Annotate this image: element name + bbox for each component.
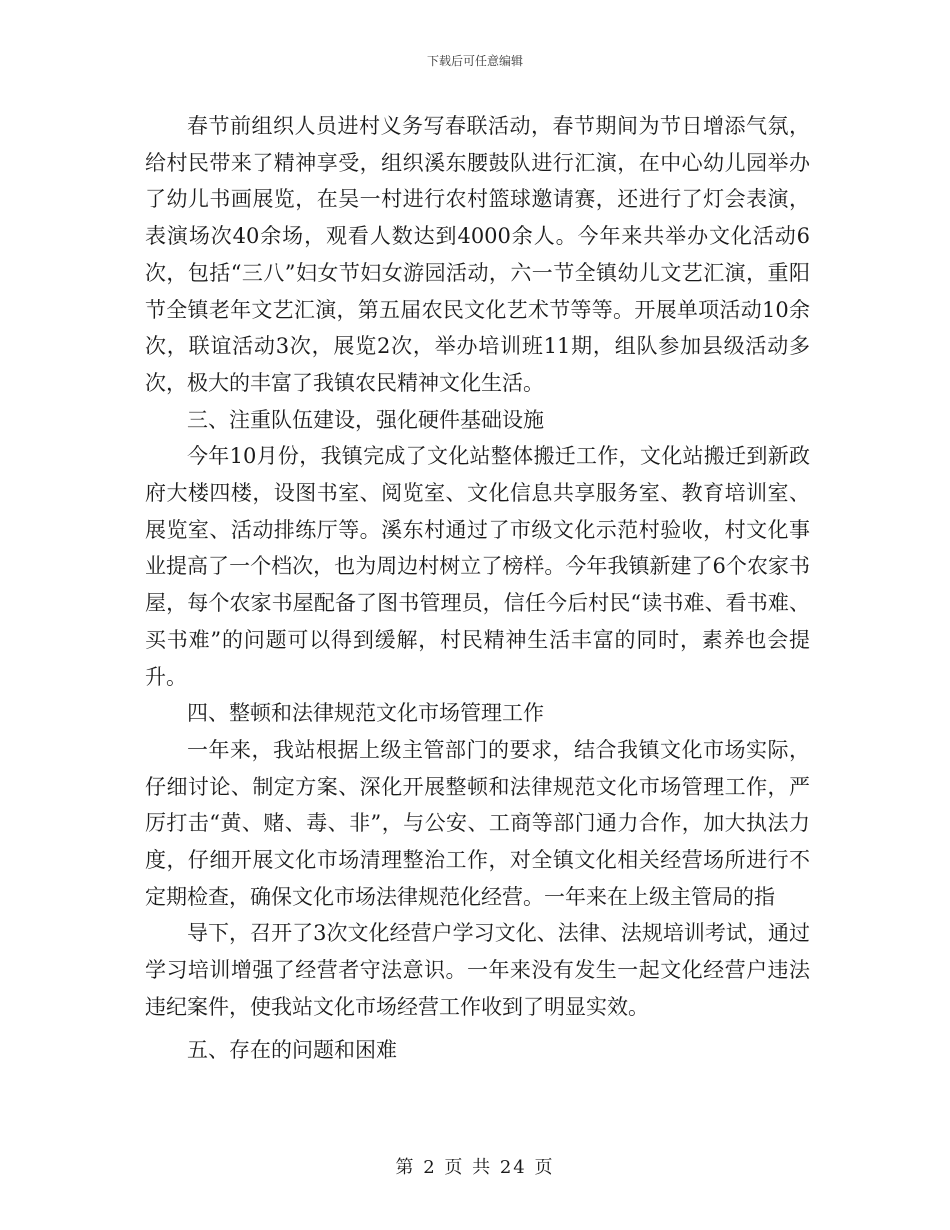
section-heading: 四、整顿和法律规范文化市场管理工作: [187, 701, 544, 726]
section-heading: 五、存在的问题和困难: [187, 1037, 397, 1062]
body-paragraph: 今年10月份，我镇完成了文化站整体搬迁工作，文化站搬迁到新政府大楼四楼，设图书室、阅览室、文化信息共享服务室、教育培训室、展览室、活动排练厅等。溪东村通过了市级文化示范村验收，村文化事业提高了一个档次，也为周边村树立了榜样。今年我镇新建了6个农家书屋，每个农家书屋配备了图书管理员，信任今后村民“读书难、看书难、买书难”的问题可以得到缓解，村民精神生活丰富的同时，素养也会提升。: [145, 444, 810, 689]
page-footer: 第 2 页 共 24 页: [395, 1157, 555, 1178]
page-header: 下载后可任意编辑: [426, 54, 523, 68]
body-paragraph: 一年来，我站根据上级主管部门的要求，结合我镇文化市场实际，仔细讨论、制定方案、深化开展整顿和法律规范文化市场管理工作，严厉打击“黄、赌、毒、非”，与公安、工商等部门通力合作，加大执法力度，仔细开展文化市场清理整治工作，对全镇文化相关经营场所进行不定期检查，确保文化市场法律规范化经营。一年来在上级主管局的指: [145, 737, 810, 909]
body-paragraph: 导下，召开了3次文化经营户学习文化、法律、法规培训考试，通过学习培训增强了经营者守法意识。一年来没有发生一起文化经营户违法违纪案件，使我站文化市场经营工作收到了明显实效。: [145, 921, 810, 1019]
section-heading: 三、注重队伍建设，强化硬件基础设施: [187, 407, 544, 432]
document-body: [145, 108, 810, 1068]
body-paragraph: 春节前组织人员进村义务写春联活动，春节期间为节日增添气氛，给村民带来了精神享受，组织溪东腰鼓队进行汇演，在中心幼儿园举办了幼儿书画展览，在吴一村进行农村篮球邀请赛，还进行了灯会表演，表演场次40余场，观看人数达到4000余人。今年来共举办文化活动6次，包括“三八”妇女节妇女游园活动，六一节全镇幼儿文艺汇演，重阳节全镇老年文艺汇演，第五届农民文化艺术节等等。开展单项活动10余次，联谊活动3次，展览2次，举办培训班11期，组队参加县级活动多次，极大的丰富了我镇农民精神文化生活。: [145, 114, 810, 395]
